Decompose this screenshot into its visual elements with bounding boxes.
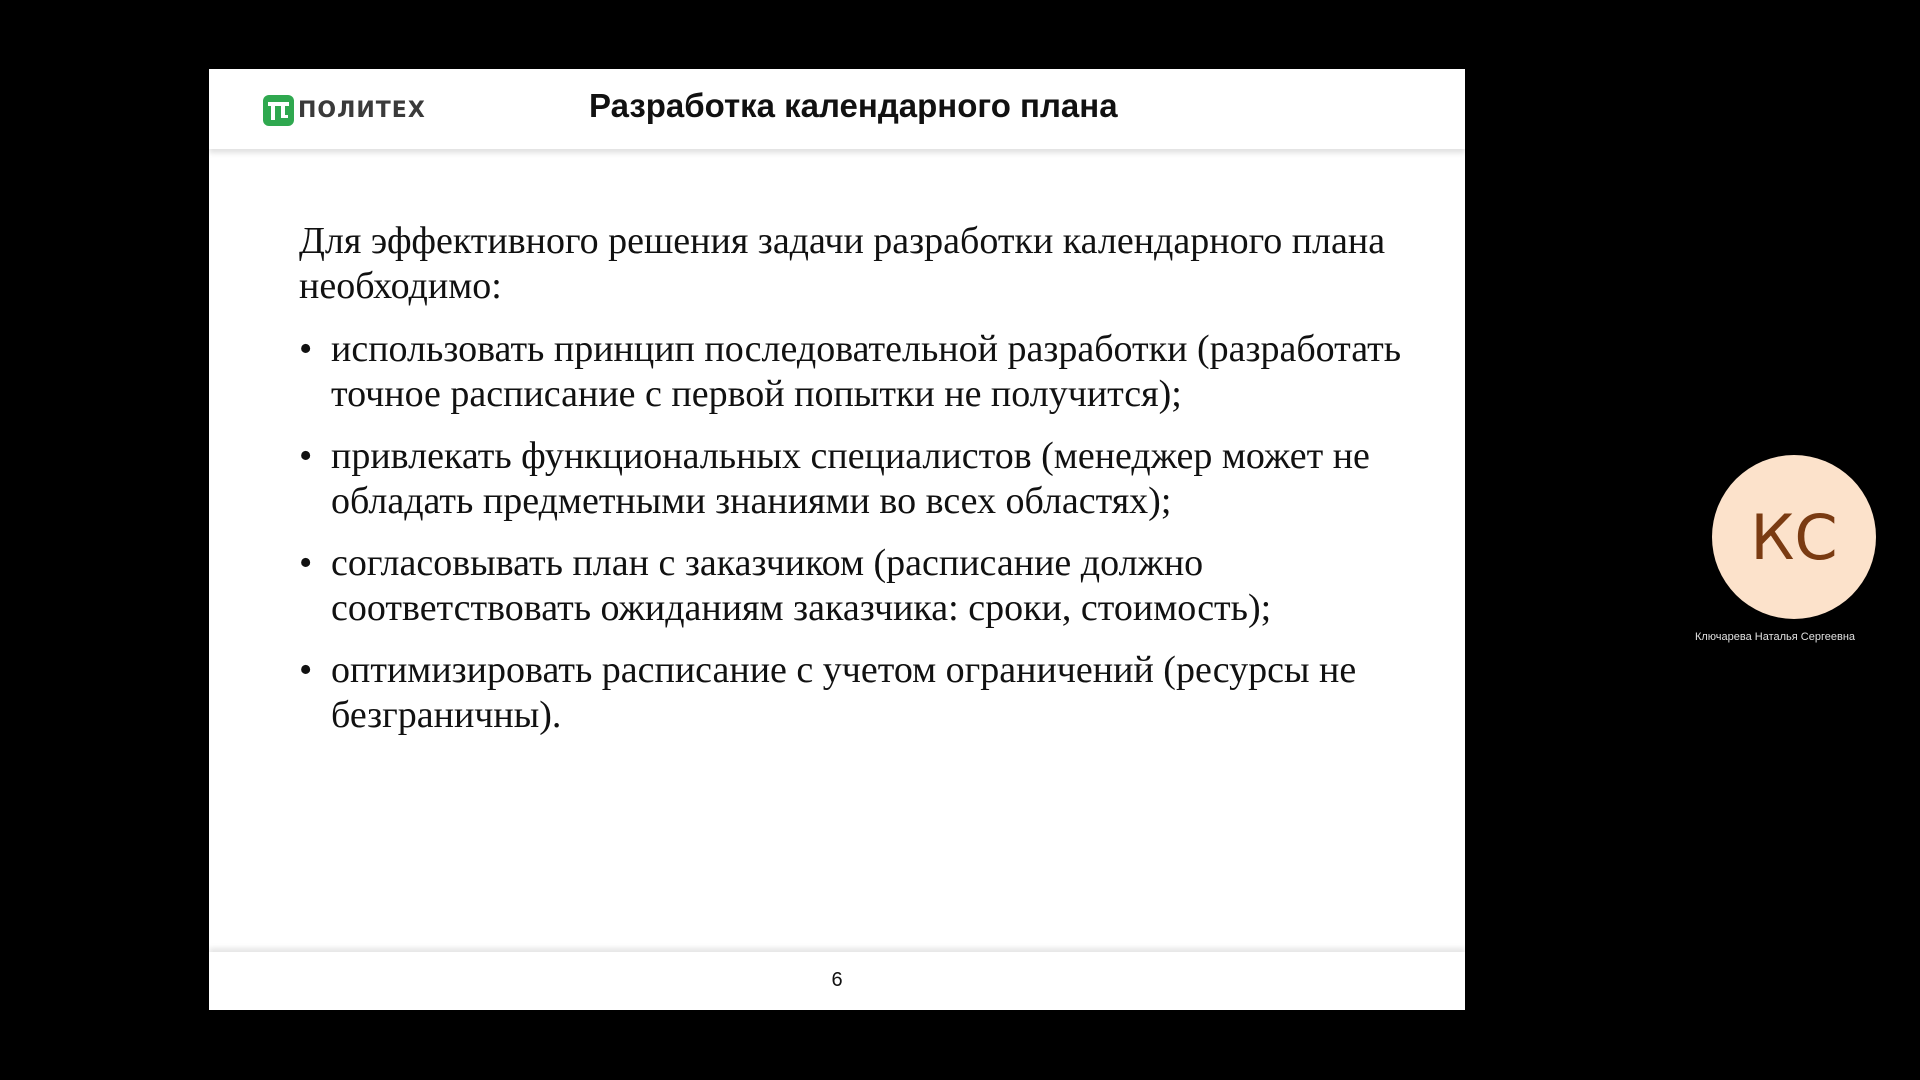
slide-title: Разработка календарного плана — [589, 87, 1118, 124]
politeh-logo-icon — [263, 95, 294, 126]
bullet-text: использовать принцип последовательной разработки (разработать точное расписание с первой попытки не получится); — [331, 328, 1402, 415]
bullet-text: привлекать функциональных специалистов (менеджер может не обладать предметными знаниями во всех областях); — [331, 435, 1370, 522]
bullet-item — [299, 327, 1439, 417]
bullet-list — [299, 327, 1439, 738]
shared-slide — [209, 69, 1465, 1010]
slide-header — [209, 69, 1465, 149]
intro-text: Для эффективного решения задачи разработки календарного плана необходимо: — [299, 220, 1386, 307]
participant-tile[interactable] — [1680, 455, 1900, 655]
bullet-text: согласовывать план с заказчиком (расписание должно соответствовать ожиданиям заказчика: сроки, стоимость); — [331, 542, 1272, 629]
bullet-item — [299, 648, 1439, 738]
bullet-icon: • — [299, 542, 313, 584]
bullet-icon: • — [299, 328, 313, 370]
logo-text: ПОЛИТЕХ — [298, 97, 426, 123]
participant-name: Ключарева Наталья Сергеевна — [1694, 631, 1856, 643]
slide-body — [299, 219, 1439, 755]
politeh-logo — [263, 93, 426, 127]
bullet-icon: • — [299, 649, 313, 691]
slide-footer — [209, 952, 1465, 1010]
bullet-item — [299, 434, 1439, 524]
page-number: 6 — [831, 969, 843, 991]
bullet-item — [299, 541, 1439, 631]
bullet-icon: • — [299, 435, 313, 477]
participant-avatar: КС — [1712, 455, 1876, 619]
bullet-text: оптимизировать расписание с учетом ограничений (ресурсы не безграничны). — [331, 649, 1357, 736]
